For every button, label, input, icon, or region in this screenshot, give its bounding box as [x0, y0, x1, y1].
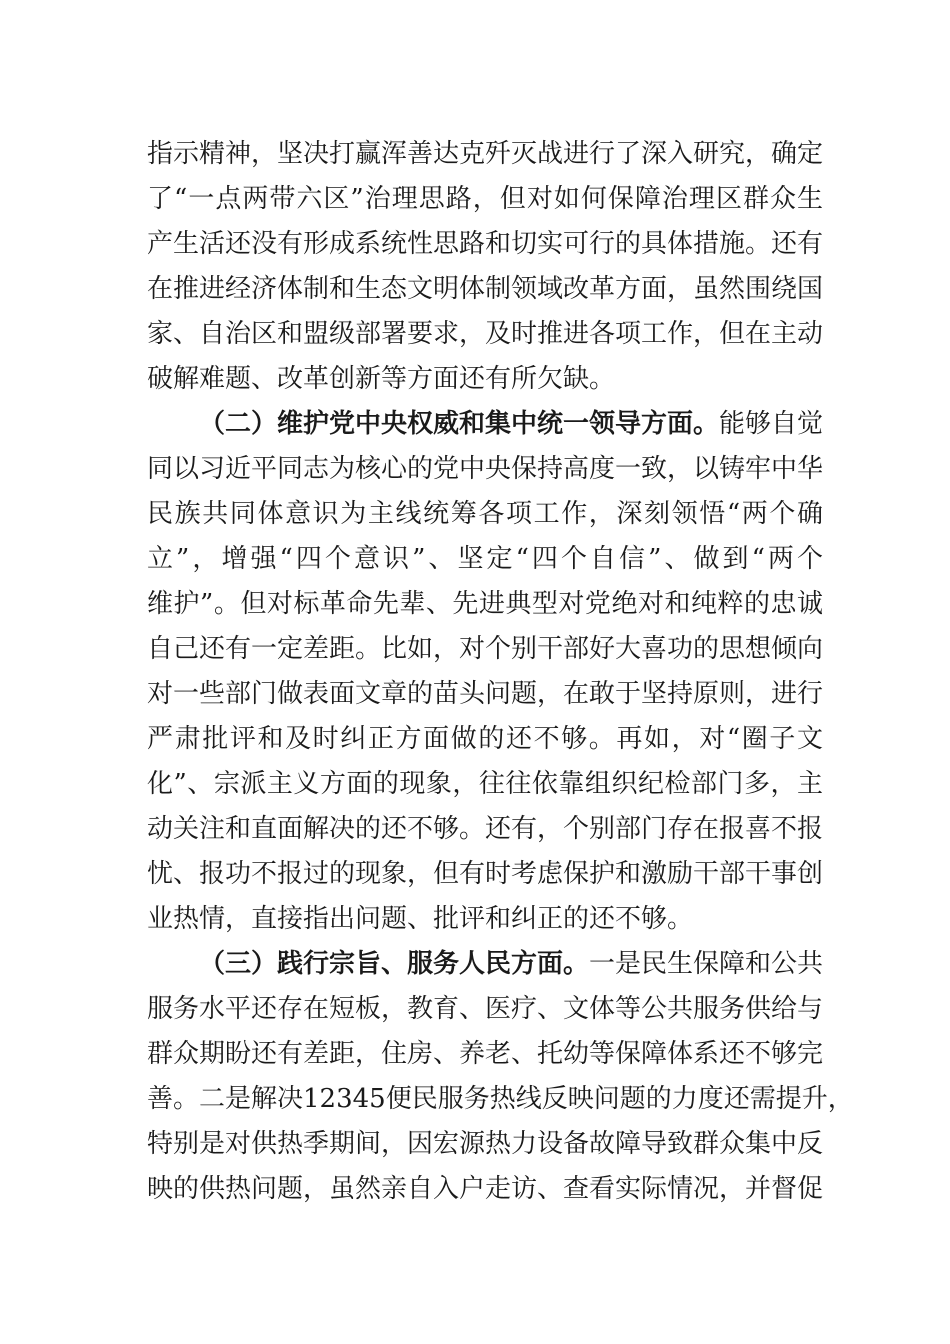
- text-line: 特别是对供热季期间，因宏源热力设备故障导致群众集中反: [147, 1129, 824, 1159]
- section-2-heading: （二）维护党中央权威和集中统一领导方面。: [199, 409, 720, 439]
- text-line: 自己还有一定差距。比如，对个别干部好大喜功的思想倾向: [147, 634, 824, 664]
- text-line: 忧、报功不报过的现象，但有时考虑保护和激励干部干事创: [147, 859, 824, 889]
- text-line: 家、自治区和盟级部署要求，及时推进各项工作，但在主动: [147, 319, 824, 349]
- text-line: 产生活还没有形成系统性思路和切实可行的具体措施。还有: [147, 229, 824, 259]
- text-line: 对一些部门做表面文章的苗头问题，在敢于坚持原则，进行: [147, 679, 824, 709]
- section-2-lead: 能够自觉: [719, 409, 824, 439]
- text-line: 映的供热问题，虽然亲自入户走访、查看实际情况，并督促: [147, 1174, 824, 1204]
- text-line: 严肃批评和及时纠正方面做的还不够。再如，对“圈子文: [147, 724, 823, 754]
- text-line: 服务水平还存在短板，教育、医疗、文体等公共服务供给与: [147, 994, 824, 1024]
- text-line: 群众期盼还有差距，住房、养老、托幼等保障体系还不够完: [147, 1039, 824, 1069]
- text-line: 维护”。但对标革命先辈、先进典型对党绝对和纯粹的忠诚: [147, 589, 823, 619]
- section-3-first-line: [199, 942, 823, 986]
- section-2-first-line: [199, 402, 823, 446]
- text-line: 在推进经济体制和生态文明体制领域改革方面，虽然围绕国: [147, 274, 824, 304]
- text-line: 化”、宗派主义方面的现象，往往依靠组织纪检部门多，主: [147, 769, 823, 799]
- text-line: 业热情，直接指出问题、批评和纠正的还不够。: [147, 904, 694, 934]
- section-3-heading: （三）践行宗旨、服务人民方面。: [199, 949, 590, 979]
- text-line: 指示精神，坚决打赢浑善达克歼灭战进行了深入研究，确定: [147, 139, 824, 169]
- text-line: 动关注和直面解决的还不够。还有，个别部门存在报喜不报: [147, 814, 824, 844]
- text-line: 善。二是解决12345便民服务热线反映问题的力度还需提升，: [147, 1084, 854, 1114]
- text-line: 民族共同体意识为主线统筹各项工作，深刻领悟“两个确: [147, 499, 823, 529]
- section-3-lead: 一是民生保障和公共: [589, 949, 824, 979]
- text-line: 同以习近平同志为核心的党中央保持高度一致，以铸牢中华: [147, 454, 824, 484]
- text-line: 了“一点两带六区”治理思路，但对如何保障治理区群众生: [147, 184, 823, 214]
- text-line: 立”，增强“四个意识”、坚定“四个自信”、做到“两个: [147, 544, 823, 574]
- text-line: 破解难题、改革创新等方面还有所欠缺。: [147, 364, 616, 394]
